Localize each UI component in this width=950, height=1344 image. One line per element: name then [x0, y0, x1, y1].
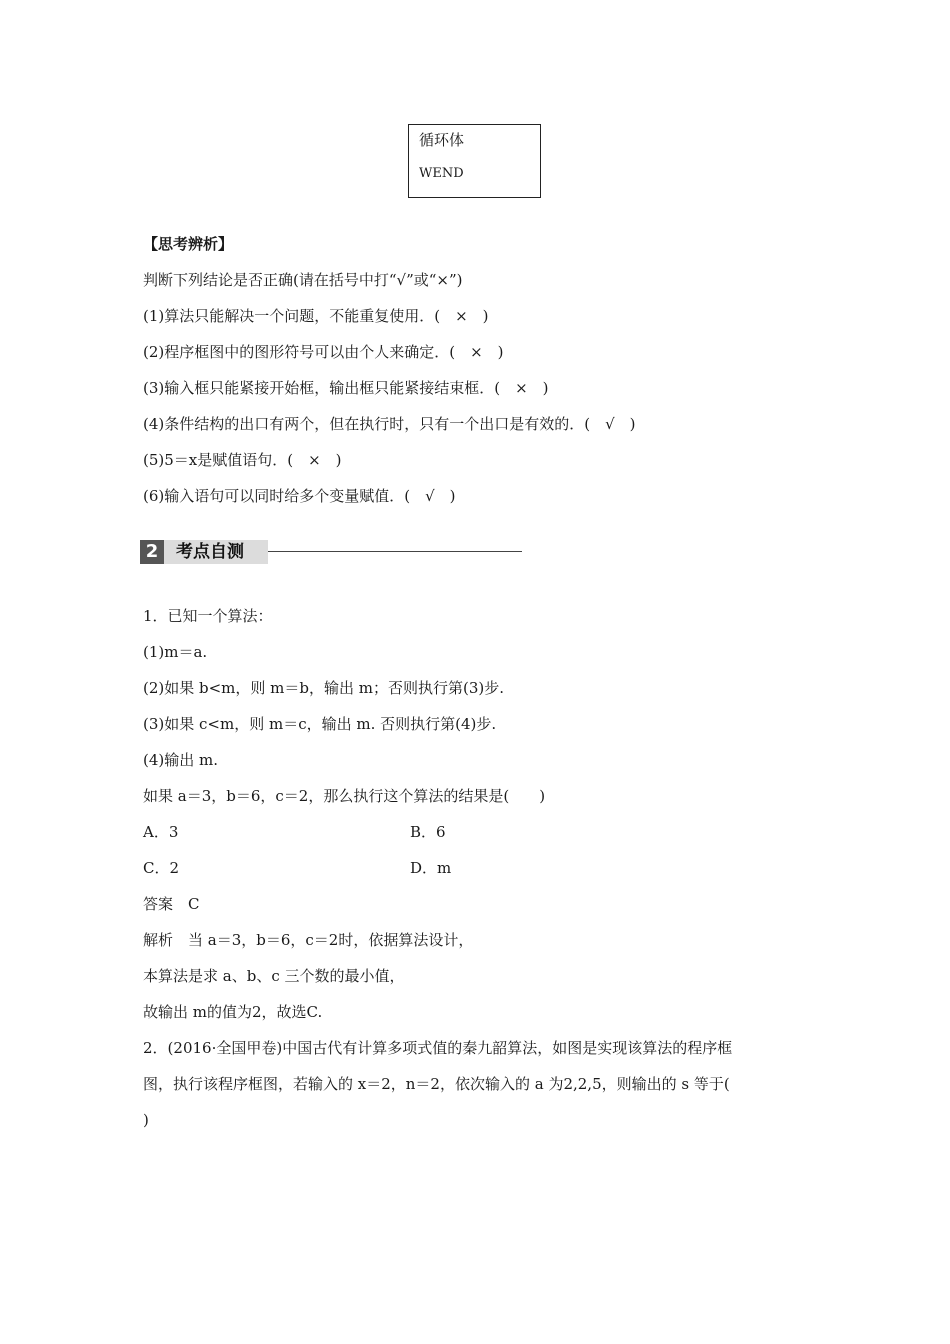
think-intro: 判断下列结论是否正确(请在括号中打“√”或“×”): [143, 271, 463, 289]
q1-step-1: (1)m＝a.: [143, 643, 208, 661]
q1-analysis-3: 故输出 m的值为2，故选C.: [143, 1003, 323, 1021]
think-heading: 【思考辨析】: [143, 235, 234, 253]
think-item-3: (3)输入框只能紧接开始框，输出框只能紧接结束框．( × ): [143, 379, 549, 397]
think-item-1: (1)算法只能解决一个问题，不能重复使用．( × ): [143, 307, 489, 325]
q1-step-4: (4)输出 m.: [143, 751, 219, 769]
q1-analysis-2: 本算法是求 a、b、c 三个数的最小值，: [143, 967, 405, 985]
think-item-2: (2)程序框图中的图形符号可以由个人来确定．( × ): [143, 343, 504, 361]
loop-body-label: 循环体: [419, 131, 465, 149]
think-item-6: (6)输入语句可以同时给多个变量赋值．( √ ): [143, 487, 456, 505]
q1-step-3: (3)如果 c<m，则 m＝c，输出 m. 否则执行第(4)步.: [143, 715, 497, 733]
q2-line-1: 2．(2016·全国甲卷)中国古代有计算多项式值的秦九韶算法，如图是实现该算法的程序框: [143, 1039, 733, 1057]
q1-step-2: (2)如果 b<m，则 m＝b，输出 m；否则执行第(3)步.: [143, 679, 505, 697]
q1-option-a: A．3: [143, 823, 179, 841]
section-number: 2: [140, 540, 164, 564]
think-item-5: (5)5＝x是赋值语句．( × ): [143, 451, 342, 469]
q1-option-b: B．6: [410, 823, 446, 841]
q1-analysis-1: 解析 当 a＝3，b＝6，c＝2时，依据算法设计，: [143, 931, 474, 949]
section-header: [140, 540, 524, 566]
section-rule: [268, 551, 522, 552]
wend-label: WEND: [419, 166, 464, 181]
q2-line-2: 图，执行该程序框图，若输入的 x＝2，n＝2，依次输入的 a 为2,2,5，则输出的 s 等于(: [143, 1075, 730, 1093]
q1-stem: 1．已知一个算法：: [143, 607, 273, 625]
loop-body-box: [408, 124, 541, 198]
section-title: 考点自测: [176, 542, 244, 562]
q1-option-d: D．m: [410, 859, 452, 877]
q1-question: 如果 a＝3，b＝6，c＝2，那么执行这个算法的结果是( ): [143, 787, 546, 805]
think-item-4: (4)条件结构的出口有两个，但在执行时，只有一个出口是有效的．( √ ): [143, 415, 636, 433]
q1-option-c: C．2: [143, 859, 180, 877]
q2-line-3: ): [143, 1111, 149, 1129]
q1-answer: 答案 C: [143, 895, 200, 913]
